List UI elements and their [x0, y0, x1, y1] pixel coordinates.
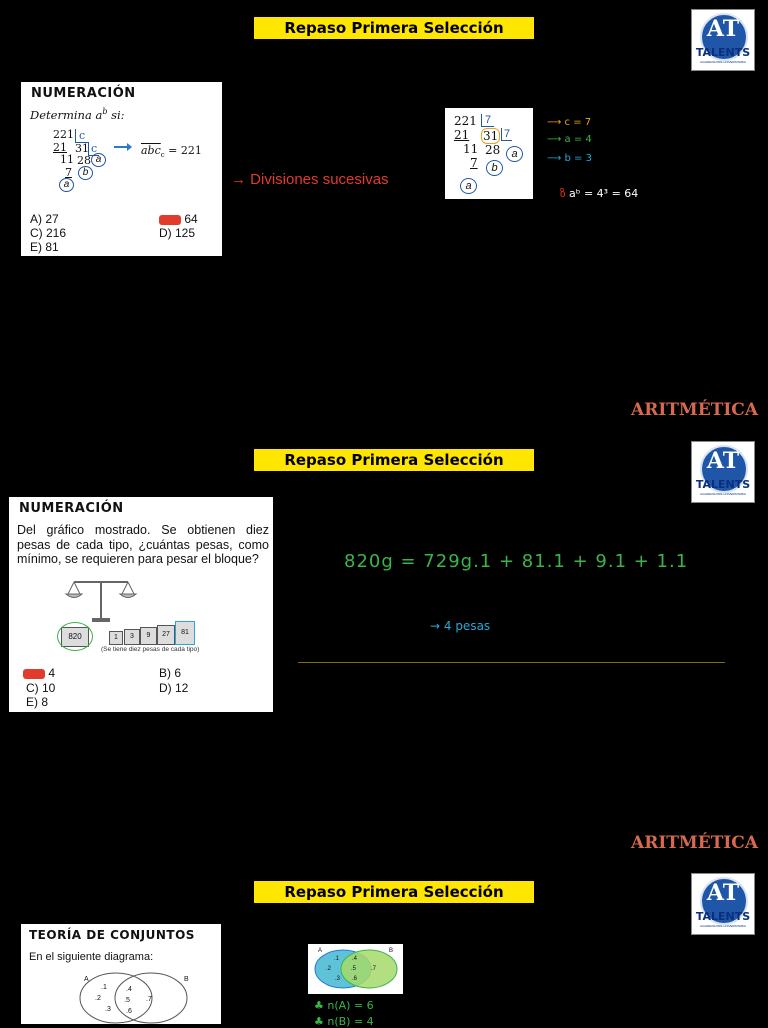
venn-thumb-el-3: .3 — [335, 976, 341, 982]
option-d: D) 125 — [159, 226, 196, 240]
option-e: E) 8 — [26, 695, 49, 709]
venn-thumb-el-4: .4 — [352, 956, 358, 962]
weight-3: 3 — [124, 629, 140, 645]
venn-label-b: B — [184, 976, 189, 983]
section-banner: Repaso Primera Selección — [254, 17, 534, 39]
venn-thumb-el-2: .2 — [326, 966, 332, 972]
arrow-right-icon — [113, 142, 133, 152]
thumb-circled-a-2: a — [460, 178, 477, 194]
weight-27: 27 — [157, 625, 175, 645]
weight-9: 9 — [140, 627, 157, 645]
venn-el-2: .2 — [95, 995, 101, 1002]
circled-b: b — [78, 166, 93, 180]
circled-a-2: a — [59, 178, 74, 192]
problem-prompt: Determina $a^b$ si: — [30, 107, 125, 122]
balance-scale-icon — [64, 574, 139, 624]
option-a-marked: 4 — [23, 666, 55, 680]
venn-thumb-label-a: A — [318, 948, 323, 954]
logo-initials: AT — [706, 16, 740, 42]
division-diagram: 221 21 11 7 — [53, 128, 74, 179]
venn-thumbnail — [308, 944, 403, 994]
logo-tagline: ACADEMIA PRE UNIVERSITARIA — [699, 924, 747, 928]
thumb-circled-b: b — [486, 160, 503, 176]
equation-abc: $\overline{abc}_c = 221$ — [141, 144, 202, 160]
option-b: B) 6 — [159, 666, 182, 680]
note-n-b: ♣ n(B) = 4 — [314, 1015, 374, 1028]
thumb-base: 7 — [481, 114, 494, 127]
logo-brand: TALENTS — [695, 910, 751, 923]
talents-logo — [691, 441, 755, 503]
venn-thumb-el-5: .5 — [351, 966, 357, 972]
option-a: A) 27 — [30, 212, 59, 226]
option-c: C) 10 — [26, 681, 56, 695]
option-e: E) 81 — [30, 240, 59, 254]
block-820: 820 — [61, 627, 89, 647]
red-scribble-mark — [159, 215, 181, 225]
talents-logo — [691, 873, 755, 935]
venn-el-3: .3 — [105, 1006, 111, 1013]
divisiones-sucesivas-note: → Divisiones sucesivas — [231, 171, 389, 188]
answer-a: ⟶ a = 4 — [547, 134, 592, 145]
venn-label-a: A — [84, 976, 89, 983]
venn-diagram — [76, 970, 191, 1024]
club-bullet-icon: ♣ — [314, 999, 324, 1012]
venn-thumb-label-b: B — [389, 948, 394, 954]
venn-el-7: .7 — [146, 996, 152, 1003]
thumb-base-2: 7 — [501, 128, 512, 141]
card-heading: TEORÍA DE CONJUNTOS — [29, 928, 195, 942]
talents-logo — [691, 9, 755, 71]
subject-title: ARITMÉTICA — [631, 833, 759, 853]
circled-a: a — [91, 153, 106, 167]
card-heading: NUMERACIÓN — [19, 501, 124, 516]
divider-line — [298, 662, 725, 663]
option-c: C) 216 — [30, 226, 67, 240]
weight-81: 81 — [175, 621, 195, 645]
thumb-quotient-28: 28 — [485, 143, 501, 157]
card-heading: NUMERACIÓN — [31, 86, 136, 101]
logo-initials: AT — [706, 880, 740, 906]
logo-brand: TALENTS — [695, 46, 751, 59]
venn-el-5: .5 — [124, 997, 130, 1004]
weight-1: 1 — [109, 631, 123, 645]
option-d: D) 12 — [159, 681, 189, 695]
thumb-quotient-31: 31 — [483, 129, 499, 143]
logo-brand: TALENTS — [695, 478, 751, 491]
answer-b: ⟶ b = 3 — [547, 153, 592, 164]
club-bullet-icon: ♣ — [314, 1015, 324, 1028]
logo-tagline: ACADEMIA PRE UNIVERSITARIA — [699, 60, 747, 64]
result-expression: ზ aᵇ = 4³ = 64 — [560, 187, 639, 200]
problem-card-numeracion — [21, 82, 222, 256]
problem-card-conjuntos — [21, 924, 221, 1024]
venn-el-6: .6 — [126, 1008, 132, 1015]
note-n-a: ♣ n(A) = 6 — [314, 999, 374, 1012]
divisor-base-2: c — [88, 142, 99, 156]
venn-el-4: .4 — [126, 986, 132, 993]
answer-c: ⟶ c = 7 — [547, 117, 592, 128]
venn-thumb-el-1: .1 — [334, 956, 340, 962]
section-banner: Repaso Primera Selección — [254, 449, 534, 471]
logo-tagline: ACADEMIA PRE UNIVERSITARIA — [699, 492, 747, 496]
quotient-31: 31 — [75, 142, 89, 155]
problem-card-pesas — [9, 497, 273, 712]
red-scribble-mark — [23, 669, 45, 679]
diagram-prompt: En el siguiente diagrama: — [29, 951, 154, 963]
logo-initials: AT — [706, 448, 740, 474]
subject-title: ARITMÉTICA — [631, 400, 759, 420]
option-b-marked: 64 — [159, 212, 198, 226]
venn-thumb-el-6: .6 — [352, 976, 358, 982]
venn-el-1: .1 — [101, 984, 107, 991]
question-text: Del gráfico mostrado. Se obtienen diez pesas de cada tipo, ¿cuántas pesas, como mínimo, se requieren para pesar el bloque? — [17, 523, 269, 566]
section-banner: Repaso Primera Selección — [254, 881, 534, 903]
thumb-circled-a: a — [506, 146, 523, 162]
handwritten-result: → 4 pesas — [430, 619, 491, 633]
green-circle-mark — [57, 622, 93, 651]
handwritten-equation: 820g = 729g.1 + 81.1 + 9.1 + 1.1 — [344, 551, 689, 572]
venn-thumb-el-7: .7 — [371, 966, 377, 972]
quotient-28: 28 — [77, 154, 91, 167]
division-thumbnail: 221 21 11 7 7 31 7 28 a b a — [445, 108, 533, 199]
weights-caption: (Se tiene diez pesas de cada tipo) — [101, 646, 200, 653]
red-pen-mark: ზ — [560, 187, 566, 200]
divisor-base: c — [75, 129, 88, 143]
